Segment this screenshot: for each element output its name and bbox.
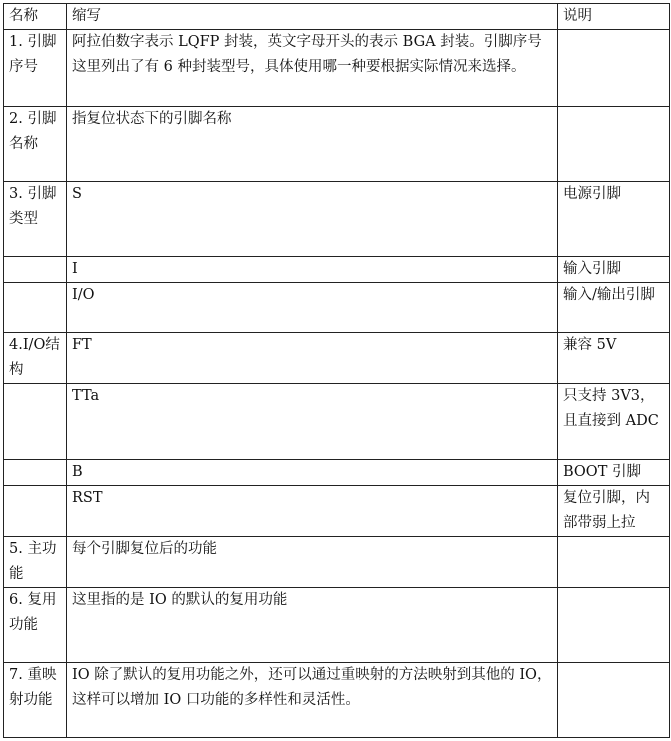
row-name: 1. 引脚序号 xyxy=(4,30,67,107)
row-desc: 只支持 3V3，且直接到 ADC xyxy=(558,384,670,460)
row-desc: 电源引脚 xyxy=(558,182,670,257)
row-abbr: 这里指的是 IO 的默认的复用功能 xyxy=(67,588,558,663)
row-name xyxy=(4,384,67,460)
row-abbr: S xyxy=(67,182,558,257)
table-row xyxy=(4,283,670,333)
table-row xyxy=(4,182,670,257)
row-name xyxy=(4,460,67,486)
table-row xyxy=(4,257,670,283)
row-desc: 输入引脚 xyxy=(558,257,670,283)
row-name xyxy=(4,257,67,283)
row-name: 2. 引脚名称 xyxy=(4,107,67,182)
row-name: 3. 引脚类型 xyxy=(4,182,67,257)
table-row xyxy=(4,663,670,738)
table-row xyxy=(4,333,670,384)
row-abbr: IO 除了默认的复用功能之外，还可以通过重映射的方法映射到其他的 IO，这样可以增加 IO 口功能的多样性和灵活性。 xyxy=(67,663,558,738)
row-desc xyxy=(558,107,670,182)
row-name xyxy=(4,283,67,333)
row-abbr: FT xyxy=(67,333,558,384)
row-abbr: 每个引脚复位后的功能 xyxy=(67,537,558,588)
table-row xyxy=(4,30,670,107)
row-abbr: I xyxy=(67,257,558,283)
row-abbr: TTa xyxy=(67,384,558,460)
table-header-row xyxy=(4,4,670,30)
header-name: 名称 xyxy=(4,4,67,30)
row-name: 6. 复用功能 xyxy=(4,588,67,663)
row-desc xyxy=(558,537,670,588)
row-desc: 输入/输出引脚 xyxy=(558,283,670,333)
row-abbr: 指复位状态下的引脚名称 xyxy=(67,107,558,182)
table-row xyxy=(4,107,670,182)
row-desc xyxy=(558,588,670,663)
row-abbr: I/O xyxy=(67,283,558,333)
row-name: 4.I/O结构 xyxy=(4,333,67,384)
table-row xyxy=(4,460,670,486)
row-abbr: RST xyxy=(67,486,558,537)
pin-description-table xyxy=(3,3,670,738)
row-desc xyxy=(558,30,670,107)
row-abbr: B xyxy=(67,460,558,486)
header-desc: 说明 xyxy=(558,4,670,30)
row-desc xyxy=(558,663,670,738)
table-row xyxy=(4,384,670,460)
row-name: 7. 重映射功能 xyxy=(4,663,67,738)
row-desc: BOOT 引脚 xyxy=(558,460,670,486)
row-desc: 复位引脚，内部带弱上拉 xyxy=(558,486,670,537)
table-row xyxy=(4,537,670,588)
row-desc: 兼容 5V xyxy=(558,333,670,384)
row-name: 5. 主功能 xyxy=(4,537,67,588)
table-row xyxy=(4,486,670,537)
table-row xyxy=(4,588,670,663)
header-abbr: 缩写 xyxy=(67,4,558,30)
row-abbr: 阿拉伯数字表示 LQFP 封装，英文字母开头的表示 BGA 封装。引脚序号这里列出了有 6 种封装型号，具体使用哪一种要根据实际情况来选择。 xyxy=(67,30,558,107)
row-name xyxy=(4,486,67,537)
